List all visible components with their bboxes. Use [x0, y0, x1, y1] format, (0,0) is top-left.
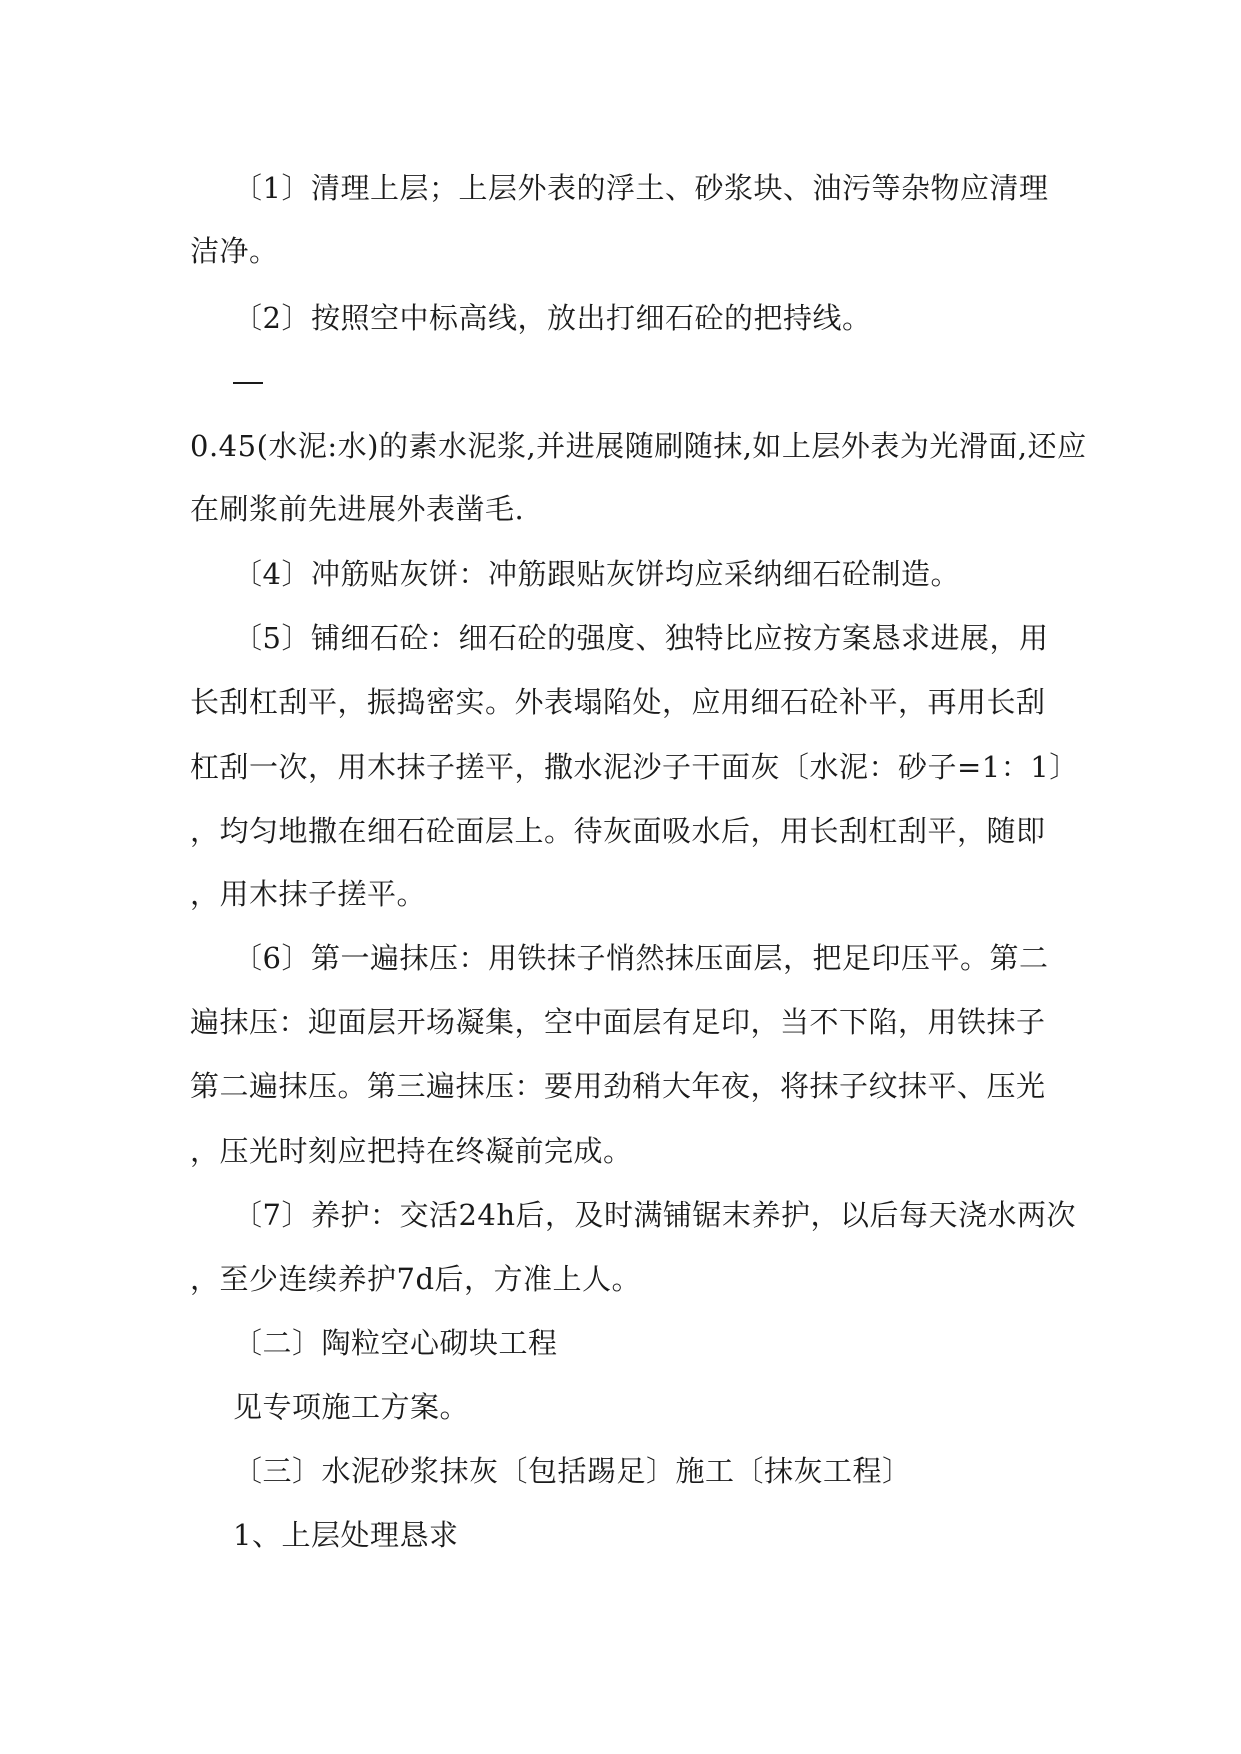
subheading-1: 1、上层处理恳求: [233, 1518, 459, 1552]
paragraph-1-line-1: 〔1〕清理上层；上层外表的浮土、砂浆块、油污等杂物应清理: [233, 171, 1049, 205]
paragraph-2: 〔2〕按照空中标高线，放出打细石砼的把持线。: [233, 301, 872, 335]
paragraph-6-line-2: 遍抹压：迎面层开场凝集，空中面层有足印，当不下陷，用铁抹子: [190, 1005, 1046, 1039]
paragraph-6-line-3: 第二遍抹压。第三遍抹压：要用劲稍大年夜，将抹子纹抹平、压光: [190, 1069, 1046, 1103]
paragraph-6-line-1: 〔6〕第一遍抹压：用铁抹子悄然抹压面层，把足印压平。第二: [233, 941, 1049, 975]
paragraph-5-line-5: ，用木抹子搓平。: [190, 877, 427, 911]
paragraph-7-line-2: ，至少连续养护7d后，方准上人。: [190, 1262, 642, 1296]
paragraph-4: 〔4〕冲筋贴灰饼：冲筋跟贴灰饼均应采纳细石砼制造。: [233, 557, 960, 591]
paragraph-7-line-1: 〔7〕养护：交活24h后，及时满铺锯末养护，以后每天浇水两次: [233, 1198, 1077, 1232]
paragraph-5-line-2: 长刮杠刮平，振捣密实。外表塌陷处，应用细石砼补平，再用长刮: [190, 685, 1046, 719]
paragraph-5-line-1: 〔5〕铺细石砼：细石砼的强度、独特比应按方案恳求进展，用: [233, 621, 1049, 655]
section-heading-2: 〔二〕陶粒空心砌块工程: [233, 1326, 558, 1360]
paragraph-3-line-2: 在刷浆前先进展外表凿毛.: [190, 492, 525, 526]
paragraph-5-line-4: ，均匀地撒在细石砼面层上。待灰面吸水后，用长刮杠刮平，随即: [190, 814, 1046, 848]
paragraph-6-line-4: ，压光时刻应把持在终凝前完成。: [190, 1134, 633, 1168]
paragraph-5-line-3: 杠刮一次，用木抹子搓平，撒水泥沙子干面灰〔水泥：砂子=1：1〕: [190, 750, 1079, 784]
section-2-body: 见专项施工方案。: [233, 1390, 470, 1424]
paragraph-3-line-1: 0.45(水泥:水)的素水泥浆,并进展随刷随抹,如上层外表为光滑面,还应: [190, 429, 1087, 463]
section-heading-3: 〔三〕水泥砂浆抹灰〔包括踢足〕施工〔抹灰工程〕: [233, 1454, 912, 1488]
paragraph-1-line-2: 洁净。: [190, 234, 279, 268]
dash-divider: [233, 382, 263, 384]
